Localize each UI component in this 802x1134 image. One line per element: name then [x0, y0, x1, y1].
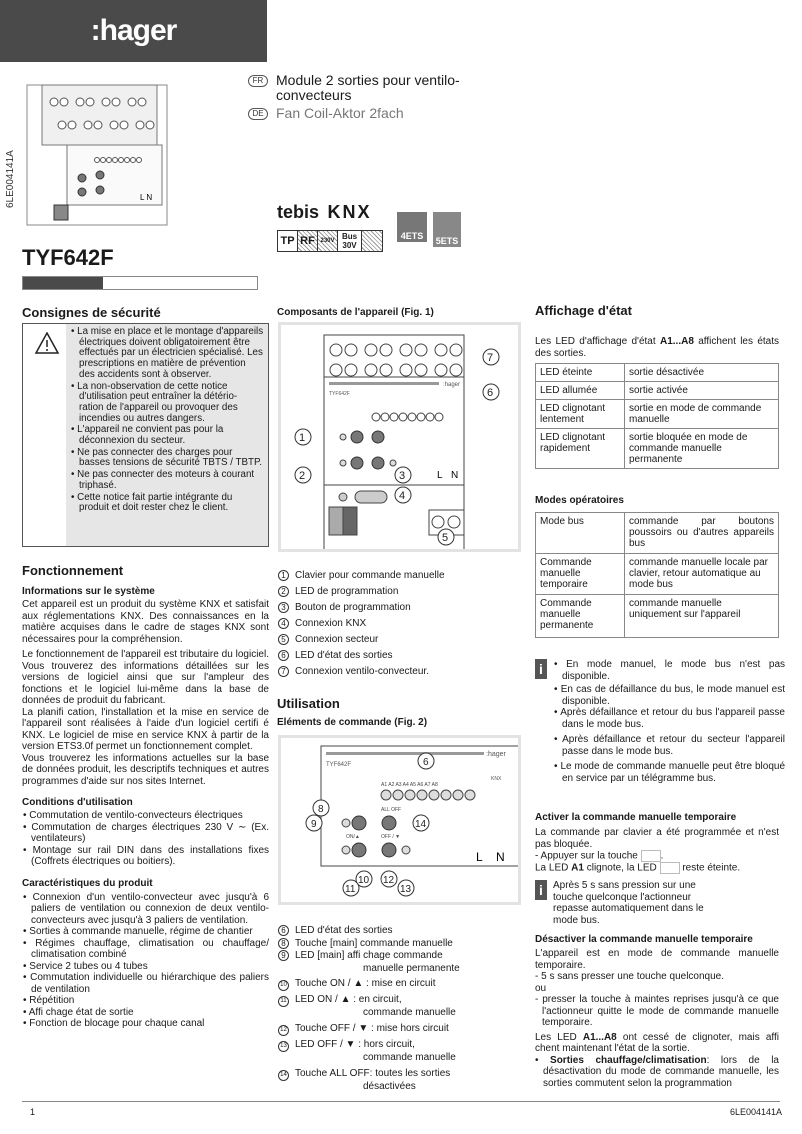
paragraph: - 5 s sans presser une touche quelconque. — [535, 971, 725, 982]
condition-item: • Montage sur rail DIN dans des installations fixes (Coffrets électriques ou boitiers). — [23, 844, 270, 867]
page-number: 1 — [30, 1107, 36, 1117]
lang-badge-fr: FR — [248, 75, 268, 87]
info-system-title: Informations sur le système — [22, 586, 155, 597]
svg-text:6: 6 — [423, 757, 429, 768]
table-row: LED éteinte sortie désactivée — [536, 364, 779, 382]
feature-item: • Fonction de blocage pour chaque canal — [23, 1018, 205, 1029]
manual-key-icon — [641, 850, 661, 862]
svg-text:OFF / ▼: OFF / ▼ — [381, 834, 401, 840]
note-item: • Après défaillance et retour du bus l'appareil passe dans le mode bus. — [554, 707, 785, 730]
footer-code: 6LE004141A — [729, 1107, 782, 1117]
medium-230v: 230V — [318, 231, 338, 251]
model-number: TYF642F — [22, 245, 114, 270]
model-bar — [22, 276, 258, 290]
svg-text:9: 9 — [311, 819, 317, 830]
feature-item: • Sorties à commande manuelle, régime de chantier — [23, 926, 253, 937]
svg-text:14: 14 — [415, 819, 427, 830]
component-item: 1 Clavier pour commande manuelle — [278, 568, 445, 584]
svg-text:6: 6 — [487, 387, 494, 399]
control-item-cont: commande manuelle — [363, 1007, 456, 1019]
feature-item: • Répétition — [23, 995, 75, 1006]
medium-rf: RF — [298, 231, 318, 251]
note-item: • En mode manuel, le mode bus n'est pas disponible. — [554, 659, 786, 682]
component-item: 5 Connexion secteur — [278, 632, 445, 648]
svg-text:TYF642F: TYF642F — [329, 391, 350, 397]
condition-item: • Commutation de ventilo-convecteurs électriques — [23, 810, 243, 821]
svg-text::hager: :hager — [486, 751, 506, 758]
feature-item: • Régimes chauffage, climatisation ou chauffage/ climatisation combiné — [23, 937, 270, 960]
svg-text:TYF642F: TYF642F — [326, 762, 352, 768]
control-item: 11 LED ON / ▲ : en circuit, — [278, 994, 460, 1007]
paragraph: - Appuyer sur la touche . — [535, 850, 664, 862]
control-item: 14 Touche ALL OFF: toutes les sorties — [278, 1068, 460, 1081]
fonctionnement-title: Fonctionnement — [22, 563, 124, 578]
svg-text:10: 10 — [358, 875, 370, 886]
svg-text:ON/▲: ON/▲ — [346, 834, 360, 840]
affichage-title: Affichage d'état — [535, 303, 632, 318]
safety-item: • Ne pas connecter des moteurs à courant triphasé. — [71, 469, 255, 491]
paragraph: Cet appareil est un produit du système KNX et satisfait aux réglementations KNX. Des connaissances en la matière acquises dans le cadre de stages KNX sont nécessaires pour la compréhension. — [22, 599, 269, 645]
info-icon: i — [535, 659, 547, 679]
paragraph: La planifi cation, l'installation et la mise en service de l'appareil sont réalisées à l'aide d'un logiciel certifi é KNX. Le logiciel de mise en service KNX à partir de la version ETS3.0f permet un fonctionnement complet. — [22, 706, 269, 752]
paragraph: Le fonctionnement de l'appareil est tributaire du logiciel. Vous trouverez des informations détaillées sur les versions de logiciel ainsi que sur l'ampleur des fonctions et le logiciel lui-même dans la base de données de produit du fabricant. — [22, 649, 269, 706]
tebis-knx-logo — [277, 202, 371, 223]
footer-divider — [22, 1101, 780, 1102]
fig2-title: Eléments de commande (Fig. 2) — [277, 717, 428, 728]
svg-text:8: 8 — [318, 804, 324, 815]
table-row: LED clignotant lentement sortie en mode de commande manuelle — [536, 400, 779, 429]
component-item: 4 Connexion KNX — [278, 616, 445, 632]
svg-text:3: 3 — [399, 470, 406, 482]
svg-text:1: 1 — [299, 432, 306, 444]
medium-bus-30v: Bus 30V — [338, 231, 362, 251]
control-item: 12 Touche OFF / ▼ : mise hors circuit — [278, 1023, 460, 1036]
conditions-title: Conditions d'utilisation — [22, 797, 133, 808]
safety-box — [22, 323, 269, 547]
medium-badges — [277, 230, 383, 252]
features-title: Caractéristiques du produit — [22, 877, 153, 889]
fonctionnement-section — [22, 563, 269, 1030]
safety-item: • Ne pas connecter des charges pour basses tensions de sécurité TBTS / TBTP. — [71, 446, 262, 469]
control-item: 10 Touche ON / ▲ : mise en circuit — [278, 978, 460, 991]
desactiver-title: Désactiver la commande manuelle temporaire — [535, 934, 753, 945]
safety-item: • Cette notice fait partie intégrante du produit et doit rester chez le client. — [71, 491, 233, 514]
medium-hatched — [362, 231, 382, 251]
paragraph: ou — [535, 982, 547, 994]
utilisation-title: Utilisation — [277, 696, 340, 711]
component-item: 2 LED de programmation — [278, 584, 445, 600]
svg-text:N: N — [451, 470, 459, 481]
ets5-logo: 5ETS — [433, 212, 461, 247]
warning-icon — [23, 324, 66, 546]
title-fr-block — [248, 73, 460, 121]
document-code-vertical: 6LE004141A — [5, 150, 16, 208]
activer-note: i Après 5 s sans pression sur une touche quelconque l'actionneur repasse automatiquement dans le mode bus. — [535, 880, 779, 926]
control-item: 8 Touche [main] commande manuelle — [278, 938, 460, 951]
medium-tp: TP — [278, 231, 298, 251]
svg-text::hager: :hager — [443, 382, 461, 388]
safety-item: • L'appareil ne convient pas pour la déconnexion du secteur. — [71, 424, 224, 447]
paragraph: L'appareil est en mode de commande manuelle temporaire. — [535, 948, 779, 971]
feature-item: • Service 2 tubes ou 4 tubes — [23, 960, 148, 972]
modes-table — [535, 512, 779, 638]
knx-logo: KNX — [327, 202, 372, 222]
device-illustration — [22, 80, 172, 230]
modes-title: Modes opératoires — [535, 495, 624, 506]
activer-title: Activer la commande manuelle temporaire — [535, 812, 737, 823]
hager-logo: :hager — [0, 0, 267, 62]
svg-text:L N: L N — [140, 193, 153, 202]
affichage-intro: Les LED d'affichage d'état A1...A8 affichent les états des sorties. — [535, 336, 780, 359]
info-icon: i — [535, 880, 547, 900]
paragraph: La LED A1 clignote, la LED reste éteinte. — [535, 862, 741, 874]
control-item-cont: désactivées — [363, 1080, 416, 1092]
bullet: • Sorties chauffage/climatisation: lors de la désactivation du mode de commande manuelle, les sorties commutent selon la programmation — [535, 1054, 779, 1089]
modes-notes — [535, 659, 785, 784]
feature-item: • Connexion d'un ventilo-convecteur avec jusqu'à 6 paliers de ventilation ou connexion de deux ventilo-convecteurs avec jusqu'à 3 paliers de ventilation. — [23, 891, 270, 926]
svg-text:7: 7 — [487, 352, 494, 364]
svg-text:L: L — [437, 470, 443, 481]
safety-title: Consignes de sécurité — [22, 305, 161, 320]
control-item: 9 LED [main] affi chage commande — [278, 950, 460, 963]
svg-text:4: 4 — [399, 490, 406, 502]
figure-2 — [278, 735, 521, 905]
svg-text:5: 5 — [442, 532, 449, 544]
title-fr-line2: convecteurs — [276, 87, 352, 103]
feature-item: • Commutation individuelle ou hiérarchique des paliers de ventilation — [23, 972, 269, 995]
table-row: Commande manuelle temporaire commande manuelle locale par clavier, retour automatique au mode bus — [536, 554, 779, 595]
svg-text:KNX: KNX — [491, 776, 502, 782]
figure-1 — [278, 322, 521, 552]
status-table — [535, 363, 779, 469]
table-row: Mode bus commande par boutons poussoirs ou d'autres appareils bus — [536, 513, 779, 554]
component-item: 6 LED d'état des sorties — [278, 648, 445, 664]
paragraph: Les LED A1...A8 ont cessé de clignoter, mais affi chent maintenant l'état de la sortie. — [535, 1031, 779, 1054]
note-item: • Après défaillance et retour du secteur l'appareil passe dans le mode bus. — [554, 734, 785, 757]
table-row: LED allumée sortie activée — [536, 382, 779, 400]
svg-text:2: 2 — [299, 470, 306, 482]
svg-text:L: L — [476, 850, 483, 864]
ets4-logo: 4ETS — [397, 212, 427, 242]
controls-list — [278, 925, 460, 1093]
component-item: 7 Connexion ventilo-convecteur. — [278, 664, 445, 680]
lang-badge-de: DE — [248, 108, 268, 120]
safety-item: • La non-observation de cette notice d'utilisation peut entraîner la détério- ration de l'appareil ou provoquer des incendies ou autres dangers. — [71, 380, 238, 424]
component-item: 3 Bouton de programmation — [278, 600, 445, 616]
paragraph: La commande par clavier a été programmée et n'est pas bloquée. — [535, 827, 779, 850]
svg-text:12: 12 — [383, 875, 395, 886]
svg-text:A1 A2 A3 A4 A5 A6 A7 A8: A1 A2 A3 A4 A5 A6 A7 A8 — [381, 782, 438, 788]
table-row: LED clignotant rapidement sortie bloquée en mode de commande manuelle permanente — [536, 429, 779, 469]
title-fr-line1: Module 2 sorties pour ventilo- — [276, 72, 460, 88]
safety-item: • La mise en place et le montage d'appareils électriques doivent obligatoirement être effectués par un électricien spécialisé. Les prescriptions en matière de prévention des accidents sont à observer. — [71, 326, 264, 380]
note-item: • En cas de défaillance du bus, le mode manuel est disponible. — [554, 684, 785, 707]
svg-text:N: N — [496, 850, 505, 864]
paragraph: Vous trouverez les informations actuelles sur la base de données produit, les descriptifs techniques et autres programmes d'aide sur nos sites Internet. — [22, 752, 269, 787]
table-row: Commande manuelle permanente commande manuelle uniquement sur l'appareil — [536, 595, 779, 638]
svg-text:11: 11 — [345, 884, 356, 895]
manual-led-icon — [660, 862, 680, 874]
svg-text:13: 13 — [400, 884, 412, 895]
tebis-logo: tebis — [277, 202, 320, 222]
paragraph: - presser la touche à maintes reprises jusqu'à ce que l'actionneur quitte le mode de commande manuelle temporaire. — [535, 994, 779, 1028]
feature-item: • Affi chage état de sortie — [23, 1006, 134, 1018]
components-list — [278, 568, 445, 680]
title-de: Fan Coil-Aktor 2fach — [276, 105, 404, 121]
svg-text:ALL OFF: ALL OFF — [381, 807, 402, 813]
components-title: Composants de l'appareil (Fig. 1) — [277, 307, 434, 318]
condition-item: • Commutation de charges électriques 230 V ∼ (Ex. ventilateurs) — [23, 821, 269, 844]
control-item: 6 LED d'état des sorties — [278, 925, 460, 938]
control-item-cont: manuelle permanente — [363, 962, 460, 974]
note-item: • Le mode de commande manuelle peut être bloqué en service par un télégramme bus. — [554, 761, 785, 784]
control-item: 13 LED OFF / ▼ : hors circuit, — [278, 1039, 460, 1052]
desactiver-section — [535, 934, 779, 1089]
control-item-cont: commande manuelle — [363, 1051, 456, 1063]
activer-section — [535, 812, 779, 926]
